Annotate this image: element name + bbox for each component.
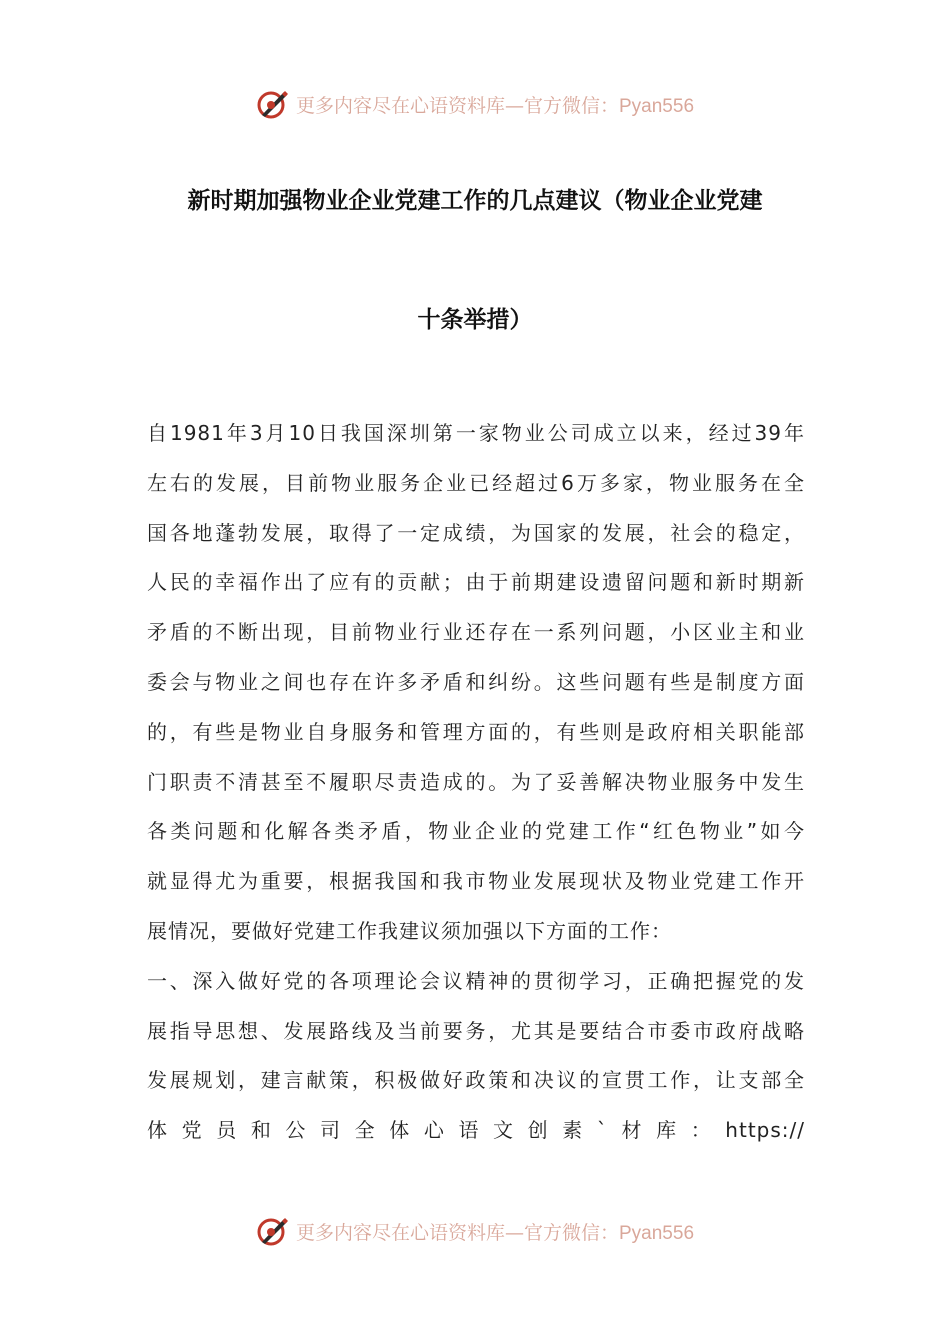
body-line: 发展规划，建言献策，积极做好政策和决议的宣贯工作，让支部全: [147, 1068, 805, 1093]
body-line: 一、深入做好党的各项理论会议精神的贯彻学习，正确把握党的发: [147, 968, 805, 993]
watermark-text: 更多内容尽在心语资料库—官方微信：Pyan556: [295, 94, 695, 117]
pen-circle-logo-icon: [256, 1214, 290, 1248]
body-line: 门职责不清甚至不履职尽责造成的。为了妥善解决物业服务中发生: [147, 769, 805, 794]
watermark-text: 更多内容尽在心语资料库—官方微信：Pyan556: [295, 1221, 695, 1244]
body-line: 就显得尤为重要，根据我国和我市物业发展现状及物业党建工作开: [147, 869, 805, 894]
body-line: 展情况，要做好党建工作我建议须加强以下方面的工作：: [147, 918, 672, 943]
watermark-group: [256, 87, 694, 121]
document-title-line-1: 新时期加强物业企业党建工作的几点建议（物业企业党建: [187, 188, 763, 214]
watermark-group: [256, 1214, 694, 1248]
body-line: 左右的发展，目前物业服务企业已经超过6万多家，物业服务在全: [147, 470, 805, 495]
body-line: 国各地蓬勃发展，取得了一定成绩，为国家的发展，社会的稳定，: [147, 520, 805, 545]
body-line: 人民的幸福作出了应有的贡献；由于前期建设遗留问题和新时期新: [147, 570, 805, 595]
body-line: 的，有些是物业自身服务和管理方面的，有些则是政府相关职能部: [147, 719, 805, 744]
document-title-line-2: 十条举措）: [417, 307, 533, 333]
document-body: [147, 418, 805, 1165]
header-watermark: [0, 84, 950, 124]
body-line: 自1981年3月10日我国深圳第一家物业公司成立以来，经过39年: [147, 421, 805, 445]
body-line: 展指导思想、发展路线及当前要务，尤其是要结合市委市政府战略: [147, 1018, 805, 1043]
pen-circle-logo-icon: [256, 87, 290, 121]
body-line: 体党员和公司全体心语文创素`材库：https://: [147, 1118, 805, 1143]
body-line: 委会与物业之间也存在许多矛盾和纠纷。这些问题有些是制度方面: [147, 669, 805, 694]
body-line: 矛盾的不断出现，目前物业行业还存在一系列问题，小区业主和业: [147, 620, 805, 645]
body-line: 各类问题和化解各类矛盾，物业企业的党建工作“红色物业”如今: [147, 819, 805, 844]
footer-watermark: [0, 1211, 950, 1251]
watermark-id: Pyan556: [619, 1222, 695, 1244]
watermark-id: Pyan556: [619, 95, 695, 117]
